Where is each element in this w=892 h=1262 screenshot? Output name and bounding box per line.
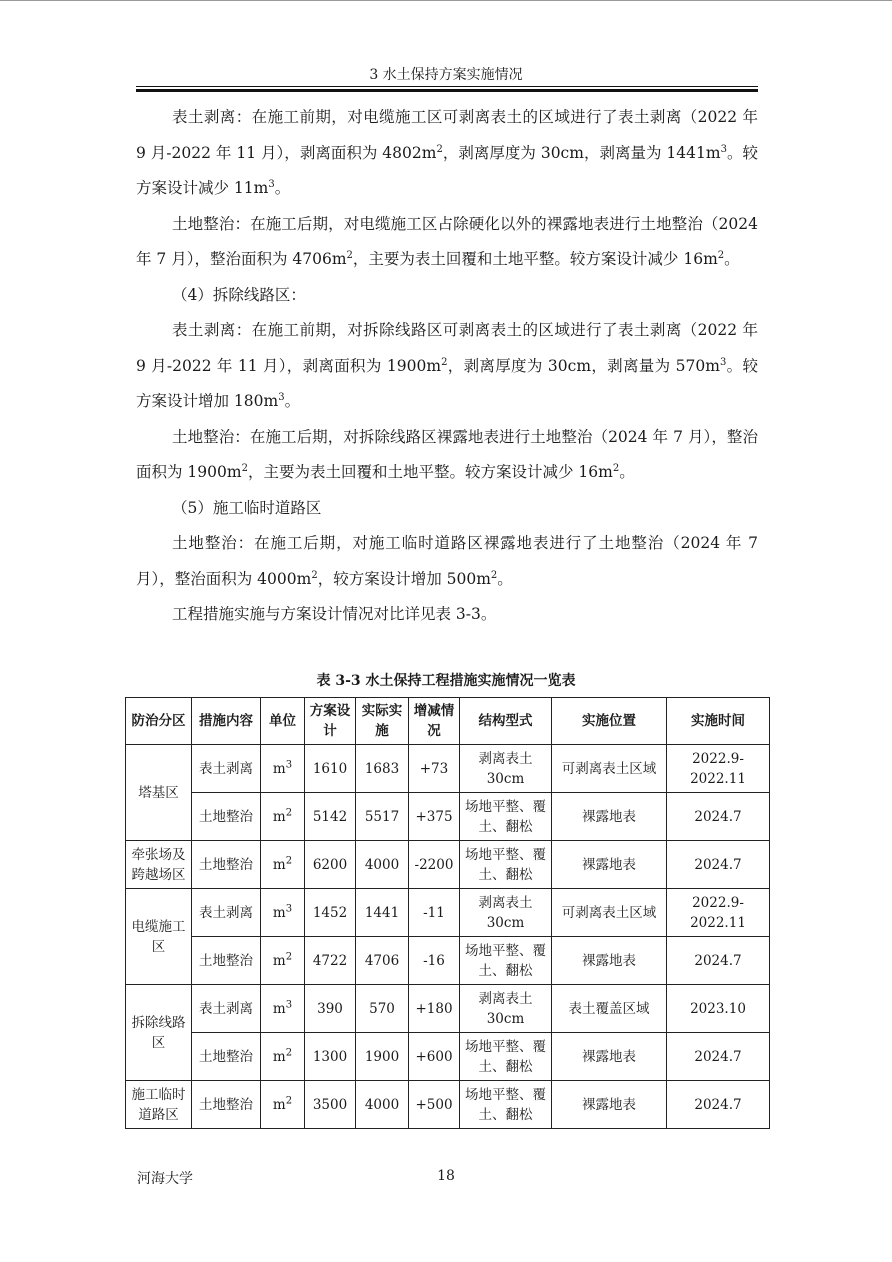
design-cell: 1452	[305, 889, 356, 937]
structure-cell: 剥离表土 30cm	[460, 889, 552, 937]
design-cell: 3500	[305, 1081, 356, 1129]
time-cell: 2024.7	[667, 841, 770, 889]
header-time: 实施时间	[667, 698, 770, 745]
structure-cell: 场地平整、覆土、翻松	[460, 841, 552, 889]
unit-cell: $m^3$	[261, 985, 305, 1033]
unit-cell: $m^2$	[261, 937, 305, 985]
location-cell: 裸露地表	[552, 937, 667, 985]
paragraph-road-grading: 土地整治：在施工后期，对施工临时道路区裸露地表进行了土地整治（2024 年 7 月），整治面积为 $4000m^2$，较方案设计增加 $500m^2$。	[136, 534, 758, 588]
table-row	[126, 889, 770, 937]
design-cell: 1300	[305, 1033, 356, 1081]
time-cell: 2024.7	[667, 1081, 770, 1129]
design-cell: 5142	[305, 793, 356, 841]
location-cell: 裸露地表	[552, 1081, 667, 1129]
zone-cell: 拆除线路区	[126, 985, 192, 1081]
header-unit: 单位	[261, 698, 305, 745]
change-cell: -2200	[409, 841, 460, 889]
table-row	[126, 793, 770, 841]
actual-cell: 1900	[356, 1033, 409, 1081]
actual-cell: 1683	[356, 745, 409, 793]
actual-cell: 4000	[356, 1081, 409, 1129]
zone-cell: 牵张场及跨越场区	[126, 841, 192, 889]
change-cell: -11	[409, 889, 460, 937]
structure-cell: 场地平整、覆土、翻松	[460, 793, 552, 841]
measure-cell: 表土剥离	[192, 985, 261, 1033]
paragraph-cable-stripping: 表土剥离：在施工前期，对电缆施工区可剥离表土的区域进行了表土剥离（2022 年 9 月-2022 年 11 月），剥离面积为 $4802m^2$，剥离厚度为 30cm，剥离量为 $1441m^3$。较方案设计减少 $11m^3$。	[136, 108, 758, 197]
header-location: 实施位置	[552, 698, 667, 745]
actual-cell: 5517	[356, 793, 409, 841]
paragraph-removal-grading: 土地整治：在施工后期，对拆除线路区裸露地表进行土地整治（2024 年 7 月），整治面积为 $1900m^2$，主要为表土回覆和土地平整。较方案设计减少 $16m^2$。	[136, 427, 758, 481]
measure-cell: 土地整治	[192, 793, 261, 841]
body-text	[136, 100, 758, 633]
location-cell: 可剥离表土区域	[552, 745, 667, 793]
measure-cell: 表土剥离	[192, 889, 261, 937]
change-cell: +180	[409, 985, 460, 1033]
measures-table	[125, 697, 770, 1129]
measure-cell: 土地整治	[192, 1081, 261, 1129]
time-cell: 2024.7	[667, 793, 770, 841]
design-cell: 6200	[305, 841, 356, 889]
table-row	[126, 841, 770, 889]
structure-cell: 场地平整、覆土、翻松	[460, 1081, 552, 1129]
design-cell: 1610	[305, 745, 356, 793]
location-cell: 可剥离表土区域	[552, 889, 667, 937]
structure-cell: 场地平整、覆土、翻松	[460, 937, 552, 985]
time-cell: 2024.7	[667, 1033, 770, 1081]
location-cell: 裸露地表	[552, 841, 667, 889]
table-header-row	[126, 698, 770, 745]
footer-page-number: 18	[437, 1168, 455, 1184]
actual-cell: 4706	[356, 937, 409, 985]
structure-cell: 剥离表土 30cm	[460, 745, 552, 793]
running-header-title: 3 水土保持方案实施情况	[369, 67, 523, 83]
table-row	[126, 985, 770, 1033]
location-cell: 裸露地表	[552, 793, 667, 841]
header-zone: 防治分区	[126, 698, 192, 745]
paragraph-cable-grading: 土地整治：在施工后期，对电缆施工区占除硬化以外的裸露地表进行土地整治（2024 年 7 月），整治面积为 $4706m^2$，主要为表土回覆和土地平整。较方案设计减少 $16m^2$。	[136, 214, 758, 268]
time-cell: 2022.9-2022.11	[667, 745, 770, 793]
footer-university: 河海大学	[137, 1171, 193, 1187]
header-change: 增减情况	[409, 698, 460, 745]
time-cell: 2022.9-2022.11	[667, 889, 770, 937]
actual-cell: 1441	[356, 889, 409, 937]
measure-cell: 表土剥离	[192, 745, 261, 793]
design-cell: 4722	[305, 937, 356, 985]
header-rule-thin	[136, 86, 758, 87]
design-cell: 390	[305, 985, 356, 1033]
unit-cell: $m^3$	[261, 889, 305, 937]
zone-cell: 电缆施工区	[126, 889, 192, 985]
measure-cell: 土地整治	[192, 1033, 261, 1081]
location-cell: 裸露地表	[552, 1033, 667, 1081]
actual-cell: 4000	[356, 841, 409, 889]
table-row	[126, 1033, 770, 1081]
time-cell: 2023.10	[667, 985, 770, 1033]
time-cell: 2024.7	[667, 937, 770, 985]
unit-cell: $m^2$	[261, 793, 305, 841]
location-cell: 表土覆盖区域	[552, 985, 667, 1033]
change-cell: +600	[409, 1033, 460, 1081]
measure-cell: 土地整治	[192, 937, 261, 985]
header-design: 方案设计	[305, 698, 356, 745]
table-row	[126, 1081, 770, 1129]
change-cell: +73	[409, 745, 460, 793]
zone-cell: 施工临时道路区	[126, 1081, 192, 1129]
unit-cell: $m^2$	[261, 1081, 305, 1129]
header-measure: 措施内容	[192, 698, 261, 745]
table-caption: 表 3-3 水土保持工程措施实施情况一览表	[316, 673, 576, 689]
page-top-edge	[0, 0, 892, 1]
paragraph-removal-stripping: 表土剥离：在施工前期，对拆除线路区可剥离表土的区域进行了表土剥离（2022 年 9 月-2022 年 11 月），剥离面积为 $1900m^2$，剥离厚度为 30cm，剥离量为 $570m^3$。较方案设计增加 $180m^3$。	[136, 321, 758, 410]
change-cell: +500	[409, 1081, 460, 1129]
header-structure: 结构型式	[460, 698, 552, 745]
measure-cell: 土地整治	[192, 841, 261, 889]
structure-cell: 场地平整、覆土、翻松	[460, 1033, 552, 1081]
change-cell: -16	[409, 937, 460, 985]
table-row	[126, 745, 770, 793]
header-actual: 实际实施	[356, 698, 409, 745]
structure-cell: 剥离表土 30cm	[460, 985, 552, 1033]
section-heading-road: （5）施工临时道路区	[172, 498, 322, 517]
table-row	[126, 937, 770, 985]
zone-cell: 塔基区	[126, 745, 192, 841]
section-heading-removal: （4）拆除线路区：	[172, 285, 306, 304]
paragraph-table-reference: 工程措施实施与方案设计情况对比详见表 3-3。	[172, 605, 497, 623]
change-cell: +375	[409, 793, 460, 841]
unit-cell: $m^3$	[261, 745, 305, 793]
unit-cell: $m^2$	[261, 1033, 305, 1081]
header-rule-thick	[136, 89, 758, 92]
unit-cell: $m^2$	[261, 841, 305, 889]
actual-cell: 570	[356, 985, 409, 1033]
